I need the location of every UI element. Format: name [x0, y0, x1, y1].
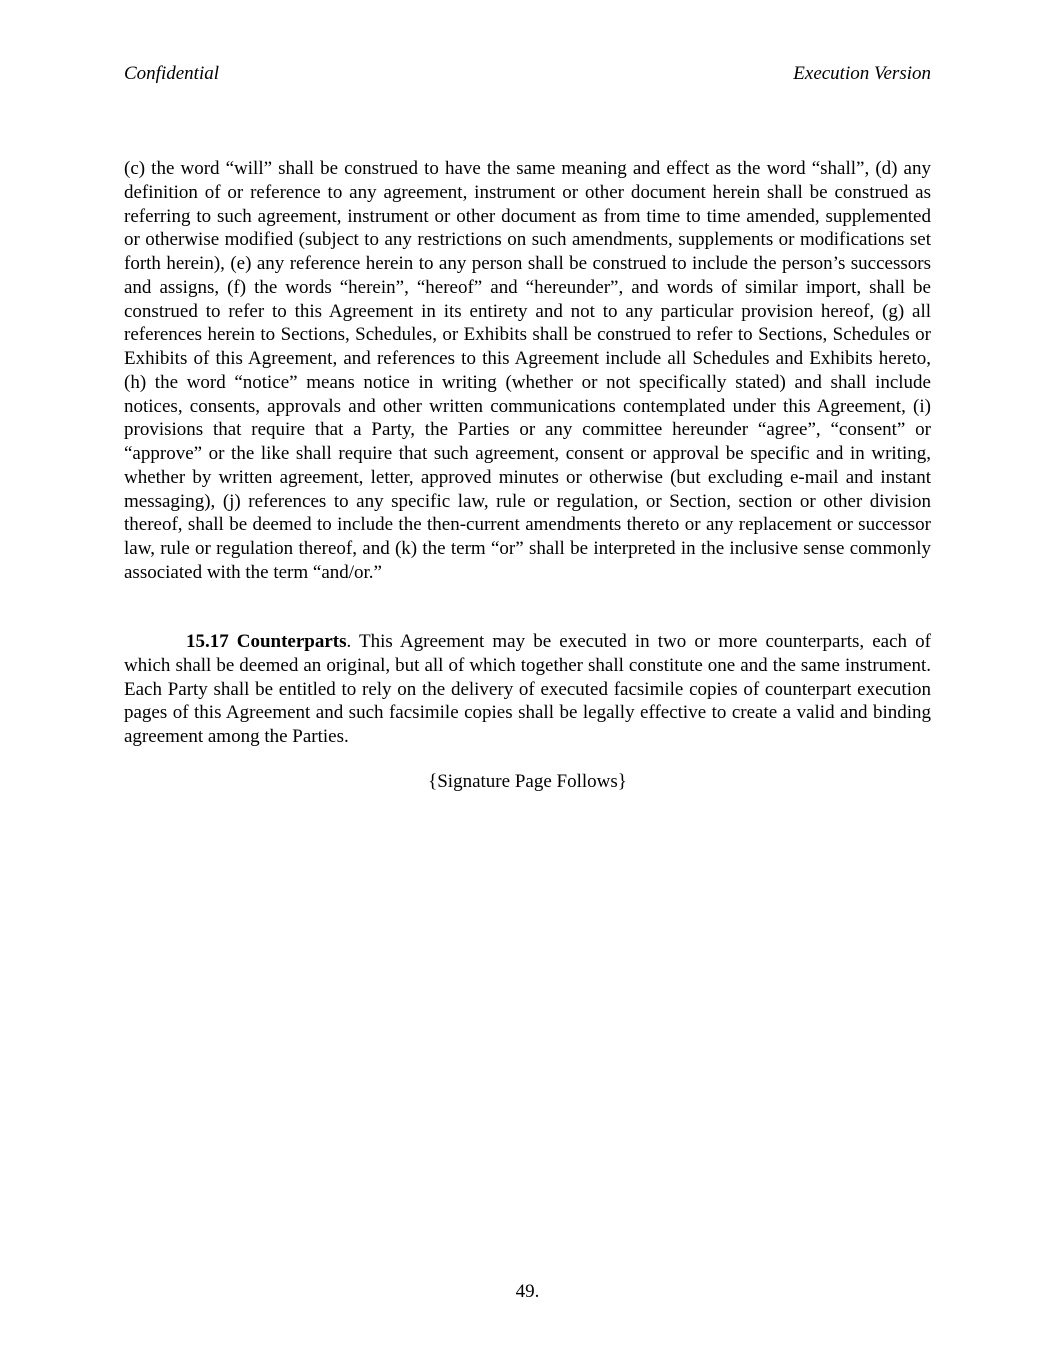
header-execution-version: Execution Version [793, 63, 931, 84]
definitions-paragraph: (c) the word “will” shall be construed to have the same meaning and effect as the word “shall”, (d) any definition of or reference to any agreement, instrument or other document herein shall be construed as referring to such agreement, instrument or other document as from time to time amended, supplemented or otherwise modified (subject to any restrictions on such amendments, supplements or modifications set forth herein), (e) any reference herein to any person shall be construed to include the person’s successors and assigns, (f) the words “herein”, “hereof” and “hereunder”, and words of similar import, shall be construed to refer to this Agreement in its entirety and not to any particular provision hereof, (g) all references herein to Sections, Schedules, or Exhibits shall be construed to refer to Sections, Schedules or Exhibits of this Agreement, and references to this Agreement include all Schedules and Exhibits hereto, (h) the word “notice” means notice in writing (whether or not specifically stated) and shall include notices, consents, approvals and other written communications contemplated under this Agreement, (i) provisions that require that a Party, the Parties or any committee hereunder “agree”, “consent” or “approve” or the like shall require that such agreement, consent or approval be specific and in writing, whether by written agreement, letter, approved minutes or otherwise (but excluding e-mail and instant messaging), (j) references to any specific law, rule or regulation, or Section, section or other division thereof, shall be deemed to include the then-current amendments thereto or any replacement or successor law, rule or regulation thereof, and (k) the term “or” shall be interpreted in the inclusive sense commonly associated with the term “and/or.” [124, 158, 931, 583]
section-15-17-paragraph [124, 630, 931, 749]
header-confidential: Confidential [124, 63, 219, 84]
section-title: Counterparts [236, 631, 347, 652]
signature-page-note: {Signature Page Follows} [428, 771, 627, 792]
section-number: 15.17 [186, 631, 229, 652]
section-body: . This Agreement may be executed in two or more counterparts, each of which shall be deemed an original, but all of which together shall constitute one and the same instrument. Each Party shall be entitled to rely on the delivery of executed facsimile copies of counterpart execution pages of this Agreement and such facsimile copies shall be legally effective to create a valid and binding agreement among the Parties. [124, 631, 931, 747]
page-number: 49. [515, 1281, 540, 1302]
